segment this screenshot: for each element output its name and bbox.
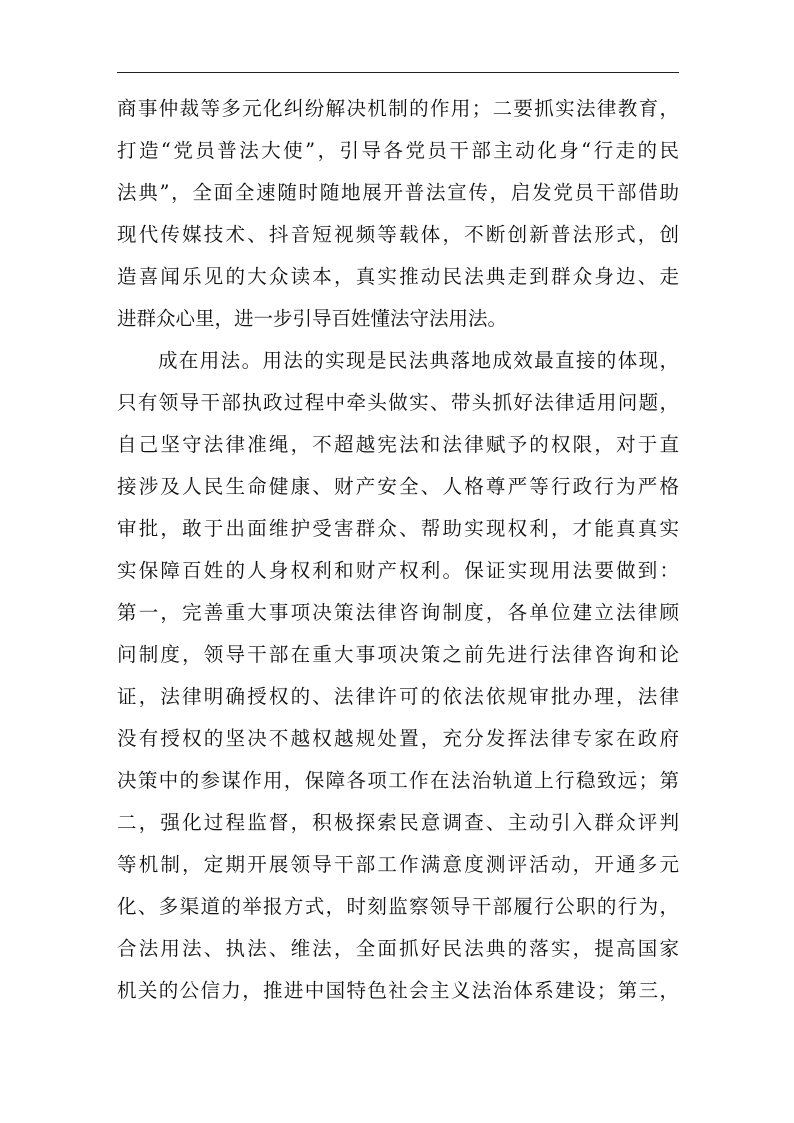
text-line: 化、多渠道的举报方式，时刻监察领导干部履行公职的行为， <box>117 895 679 918</box>
text-line: 二，强化过程监督，积极探索民意调查、主动引入群众评判 <box>117 811 679 834</box>
text-line: 进群众心里，进一步引导百姓懂法守法用法。 <box>117 307 508 330</box>
text-line: 自己坚守法律准绳，不超越宪法和法律赋予的权限，对于直 <box>117 433 679 456</box>
text-line: 第一，完善重大事项决策法律咨询制度，各单位建立法律顾 <box>117 601 679 624</box>
text-line: 审批，敢于出面维护受害群众、帮助实现权利，才能真真实 <box>117 517 679 540</box>
text-line: 商事仲裁等多元化纠纷解决机制的作用；二要抓实法律教育， <box>117 97 679 120</box>
text-line: 造喜闻乐见的大众读本，真实推动民法典走到群众身边、走 <box>117 265 679 288</box>
text-line: 接涉及人民生命健康、财产安全、人格尊严等行政行为严格 <box>117 475 679 498</box>
document-body <box>117 88 679 1012</box>
paragraph-start-line: 成在用法。用法的实现是民法典落地成效最直接的体现， <box>158 349 679 372</box>
text-line: 等机制，定期开展领导干部工作满意度测评活动，开通多元 <box>117 853 679 876</box>
text-line: 问制度，领导干部在重大事项决策之前先进行法律咨询和论 <box>117 643 679 666</box>
text-line: 现代传媒技术、抖音短视频等载体，不断创新普法形式，创 <box>117 223 679 246</box>
text-line: 决策中的参谋作用，保障各项工作在法治轨道上行稳致远；第 <box>117 769 679 792</box>
text-line: 没有授权的坚决不越权越规处置，充分发挥法律专家在政府 <box>117 727 679 750</box>
text-line: 打造“党员普法大使”，引导各党员干部主动化身“行走的民 <box>117 139 679 162</box>
text-line: 机关的公信力，推进中国特色社会主义法治体系建设；第三， <box>117 979 679 1002</box>
text-line: 合法用法、执法、维法，全面抓好民法典的落实，提高国家 <box>117 937 679 960</box>
text-line: 证，法律明确授权的、法律许可的依法依规审批办理，法律 <box>117 685 679 708</box>
header-rule <box>117 72 679 73</box>
text-line: 法典”，全面全速随时随地展开普法宣传，启发党员干部借助 <box>117 181 679 204</box>
text-line: 只有领导干部执政过程中牵头做实、带头抓好法律适用问题， <box>117 391 679 414</box>
text-line: 实保障百姓的人身权利和财产权利。保证实现用法要做到： <box>117 559 679 582</box>
